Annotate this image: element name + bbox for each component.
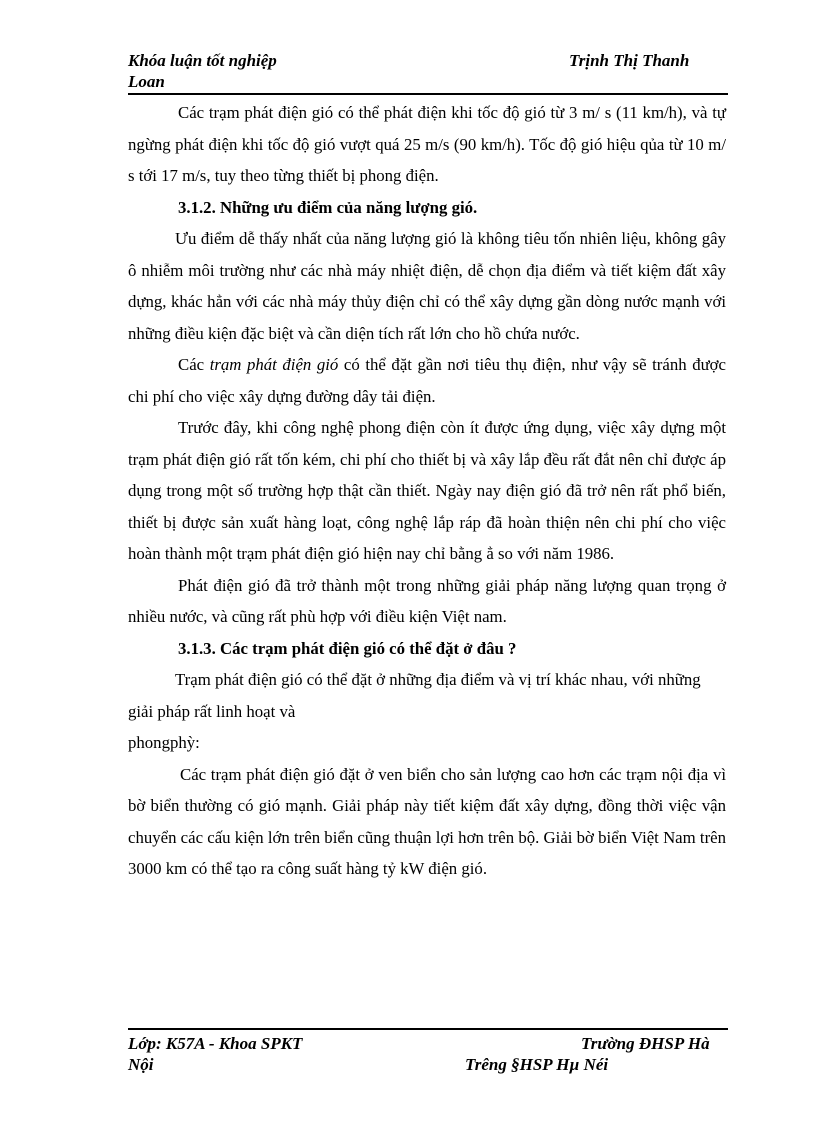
paragraph-location-italic-term: trạm phát điện gió [209, 355, 339, 374]
paragraph-wind-speed: Các trạm phát điện gió có thể phát điện khi tốc độ gió từ 3 m/ s (11 km/h), và tự ngừng phát điện khi tốc độ gió vượt quá 25 m/s (90 km/h). Tốc độ gió hiệu qủa từ 10 m/ s tới 17 m/s, tuy theo từng thiết bị phong điện. [128, 103, 726, 185]
paragraph-location-start: Các [178, 355, 210, 374]
section-heading-3-1-2: 3.1.2. Những ưu điểm của năng lượng gió. [178, 197, 478, 217]
header-author: Trịnh Thị Thanh [569, 51, 690, 70]
paragraph-placement: Trạm phát điện gió có thể đặt ở những địa điểm và vị trí khác nhau, với những giải pháp rất linh hoạt và [128, 670, 701, 721]
paragraph-importance: Phát điện gió đã trở thành một trong những giải pháp năng lượng quan trọng ở nhiều nước, và cũng rất phù hợp với điều kiện Việt nam. [128, 575, 726, 626]
paragraph-advantages: Ưu điểm dễ thấy nhất của năng lượng gió là không tiêu tốn nhiên liệu, không gây ô nhiễm môi trường như các nhà máy nhiệt điện, dễ chọn địa điểm và tiết kiệm đất xây dựng, khác hẳn với các nhà máy thủy điện chỉ có thể xây dựng gần dòng nước mạnh với những điều kiện đặc biệt và cần diện tích rất lớn cho hồ chứa nước. [128, 229, 726, 343]
paragraph-placement-continued: phongphỳ: [128, 733, 200, 752]
paragraph-history: Trước đây, khi công nghệ phong điện còn ít được ứng dụng, việc xây dựng một trạm phát điện gió rất tốn kém, chi phí cho thiết bị và xây lắp đều rất đắt nên chỉ được áp dụng trong một số trường hợp thật cần thiết. Ngày nay điện gió đã trở nên rất phổ biến, thiết bị được sản xuất hàng loạt, công nghệ lắp ráp đã hoàn thiện nên chi phí cho việc hoàn thành một trạm phát điện gió hiện nay chỉ bằng ẳ so với năm 1986. [128, 418, 726, 563]
footer-university: Trường ĐHSP Hà [581, 1034, 710, 1053]
paragraph-location-end: có thể đặt gần nơi tiêu thụ điện, như vậy sẽ tránh được chi phí cho việc xây dựng đường dây tải điện. [128, 355, 726, 406]
section-heading-3-1-3: 3.1.3. Các trạm phát điện gió có thể đặt ở đâu ? [178, 638, 517, 658]
paragraph-coastal: Các trạm phát điện gió đặt ở ven biển cho sản lượng cao hơn các trạm nội địa vì bờ biển thường có gió mạnh. Giải pháp này tiết kiệm đất xây dựng, đồng thời việc vận chuyển các cấu kiện lớn trên biển cũng thuận lợi hơn trên bộ. Giải bờ biển Việt Nam trên 3000 km có thể tạo ra công suất hàng tỷ kW điện gió. [128, 764, 726, 878]
footer-university-garbled: Trêng §HSP Hµ Néi [465, 1055, 609, 1074]
header-left-title: Khóa luận tốt nghiệp [128, 51, 277, 70]
paragraph-location [128, 349, 726, 412]
footer-class-info: Lớp: K57A - Khoa SPKT [128, 1034, 303, 1053]
header-rule [128, 93, 728, 95]
document-body [128, 97, 726, 885]
footer-class-info-continued: Nội [128, 1055, 154, 1074]
header-author-continued: Loan [128, 72, 165, 91]
footer-rule [128, 1028, 728, 1030]
